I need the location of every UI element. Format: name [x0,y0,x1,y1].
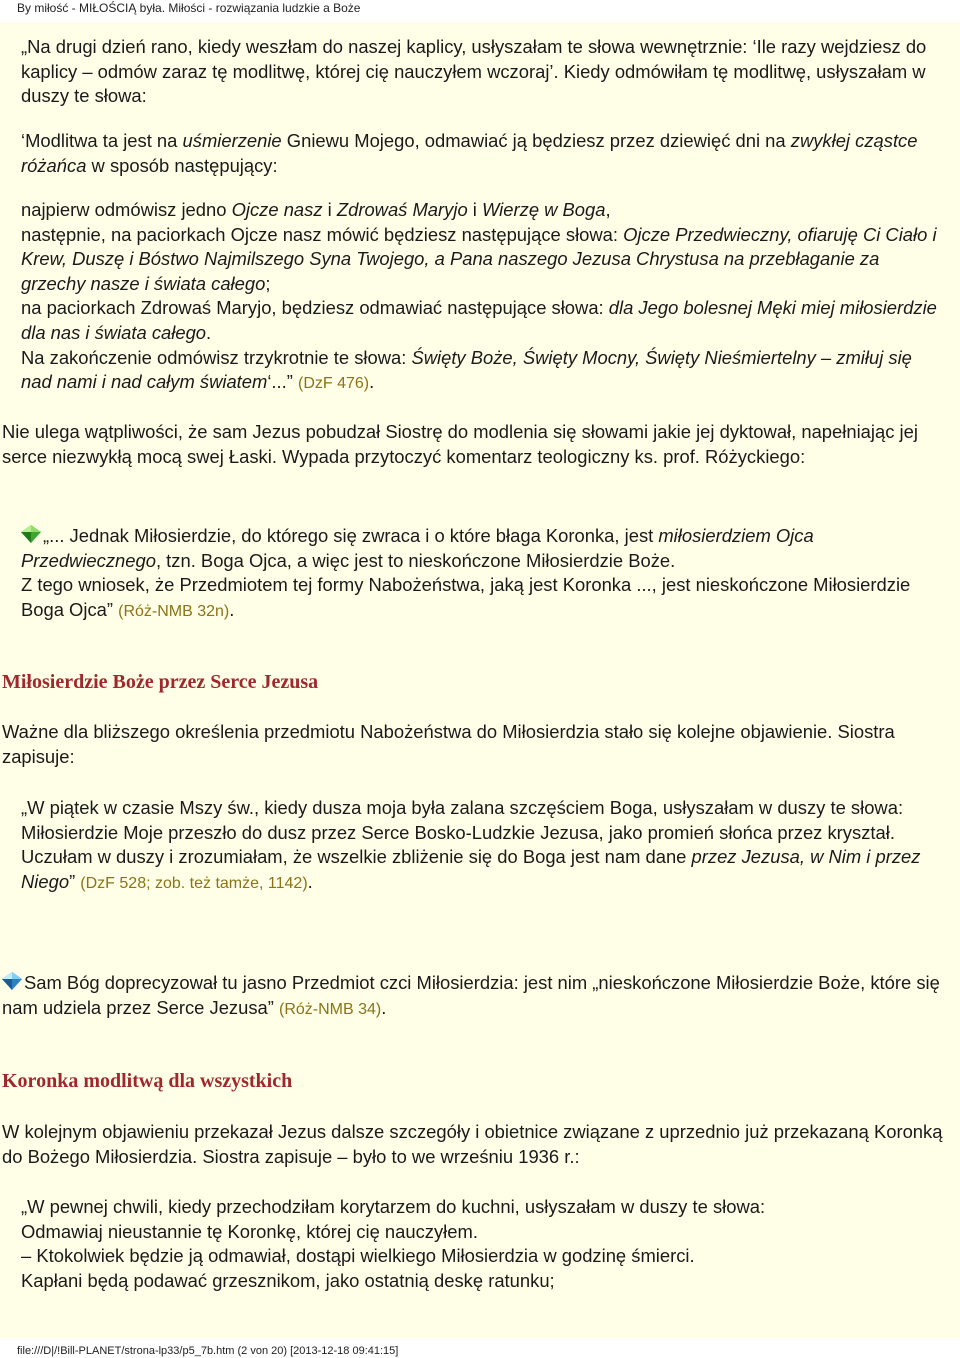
italic-text: Ojcze Przedwieczny, ofiaruję Ci Ciało i Krew, Duszę i Bóstwo Najmilszego Syna Twojego, a Pana naszego Jezusa Chrystusa na przebłaganie za grzechy nasze i świata całego [21,223,937,294]
text: . [229,598,235,620]
text: „Na drugi dzień rano, kiedy weszłam do naszej kaplicy, usłyszałam te słowa wewnętrznie: ‘Ile razy wejdziesz do kaplicy – odmów zaraz tę modlitwę, której cię nauczyłem wczoraj’. Kiedy odmówiłam tę modlitwę, usłyszałam w duszy te słowa: [21,36,927,107]
text: Odmawiaj nieustannie tę Koronkę, której cię nauczyłem. [21,1220,478,1242]
italic-text: dla Jego bolesnej Męki miej miłosierdzie dla nas i świata całego [21,297,937,343]
text: Uczułam w duszy i zrozumiałam, że wszelkie zbliżenie się do Boga jest nam dane [21,846,692,868]
italic-text: zwykłej cząstce różańca [21,130,918,176]
text: w sposób następujący: [86,154,278,176]
text: i [467,199,482,220]
text: , [605,199,611,220]
text: ‘...” [267,371,298,393]
intro-quote-paragraph [21,35,946,109]
italic-text: przez Jezusa, w Nim i przez Niego [21,846,921,892]
italic-text: Zdrowaś Maryjo [336,199,468,220]
text: Kapłani będą podawać grzesznikom, jako ostatnią deskę ratunku; [21,1269,555,1291]
rozycki-quote-paragraph [21,524,946,624]
text: . [369,371,375,393]
text: , tzn. Boga Ojca, a więc jest to nieskończone Miłosierdzie Boże. [155,549,676,571]
heart-quote-paragraph [21,796,946,896]
text: „W pewnej chwili, kiedy przechodziłam korytarzem do kuchni, usłyszałam w duszy te słowa: [21,1196,766,1217]
green-diamond-icon [21,525,41,543]
text: Gniewu Mojego, odmawiać ją będziesz przez dziewięć dni na [281,130,791,151]
text: Na zakończenie odmówisz trzykrotnie te słowa: [21,346,412,368]
text: Z tego wniosek, że Przedmiotem tej formy Nabożeństwa, jaką jest Koronka ..., jest nieskończone Miłosierdzie Boga Ojca” [21,574,911,620]
text: . [381,996,387,1018]
all-quote-paragraph [21,1195,946,1293]
text: ‘Modlitwa ta jest na [21,130,183,151]
page-header: By miłość - MIŁOŚCIĄ była. Miłości - rozwiązania ludzkie a Boże [17,1,361,15]
text: . [206,321,212,343]
source-reference: (Róż-NMB 32n) [118,602,230,620]
text: ” [69,870,81,892]
section-heading: Koronka modlitwą dla wszystkich [2,1070,293,1092]
source-reference: (DzF 476) [298,375,370,393]
heart-note-paragraph [2,971,946,1022]
text: „W piątek w czasie Mszy św., kiedy dusza moja była zalana szczęściem Boga, usłyszałam w duszy te słowa: [21,797,904,818]
page-footer: file:///D|/!Bill-PLANET/strona-lp33/p5_7b.htm (2 von 20) [2013-12-18 09:41:15] [17,1345,399,1357]
italic-text: miłosierdziem Ojca Przedwiecznego [21,525,814,571]
text: na paciorkach Zdrowaś Maryjo, będziesz odmawiać następujące słowa: [21,297,609,319]
source-reference: (Róż-NMB 34) [279,1000,382,1018]
text: następnie, na paciorkach Ojcze nasz mówić będziesz następujące słowa: [21,223,624,245]
italic-text: Święty Boże, Święty Mocny, Święty Nieśmiertelny – zmiłuj się nad nami i nad całym światem [21,346,912,393]
text: . [307,870,313,892]
italic-text: Ojcze nasz [231,199,323,220]
heart-intro-paragraph: Ważne dla bliższego określenia przedmiotu Nabożeństwa do Miłosierdzia stało się kolejne objawienie. Siostra zapisuje: [2,721,895,767]
text: „... Jednak Miłosierdzie, do którego się zwraca i o które błaga Koronka, jest [43,525,659,546]
italic-text: uśmierzenie [182,130,282,151]
source-reference: (DzF 528; zob. też tamże, 1142) [80,874,308,892]
section-heading: Miłosierdzie Boże przez Serce Jezusa [2,671,319,693]
document-body [0,22,960,1338]
text: Miłosierdzie Moje przeszło do dusz przez Serce Bosko-Ludzkie Jezusa, jako promień słońca przez kryształ. [21,821,895,843]
commentary-paragraph: Nie ulega wątpliwości, że sam Jezus pobudzał Siostrę do modlenia się słowami jakie jej dyktował, napełniając jej serce niezwykłą mocą swej Łaski. Wypada przytoczyć komentarz teologiczny ks. prof. Różyckiego: [2,421,918,467]
blue-diamond-icon [2,972,22,990]
prayer-intro-paragraph [21,129,946,178]
prayer-instructions-paragraph [21,198,946,397]
all-intro-paragraph: W kolejnym objawieniu przekazał Jezus dalsze szczegóły i obietnice związane z uprzednio już przekazaną Koronką do Bożego Miłosierdzia. Siostra zapisuje – było to we wrześniu 1936 r.: [2,1121,943,1167]
text: – Ktokolwiek będzie ją odmawiał, dostąpi wielkiego Miłosierdzia w godzinę śmierci. [21,1245,695,1267]
text: ; [265,272,271,294]
italic-text: Wierzę w Boga [481,199,606,220]
text: i [322,199,337,220]
text: Sam Bóg doprecyzował tu jasno Przedmiot czci Miłosierdzia: jest nim „nieskończone Miłosierdzie Boże, które się nam udziela przez Serce Jezusa” [2,972,940,1018]
text: najpierw odmówisz jedno [21,199,232,220]
